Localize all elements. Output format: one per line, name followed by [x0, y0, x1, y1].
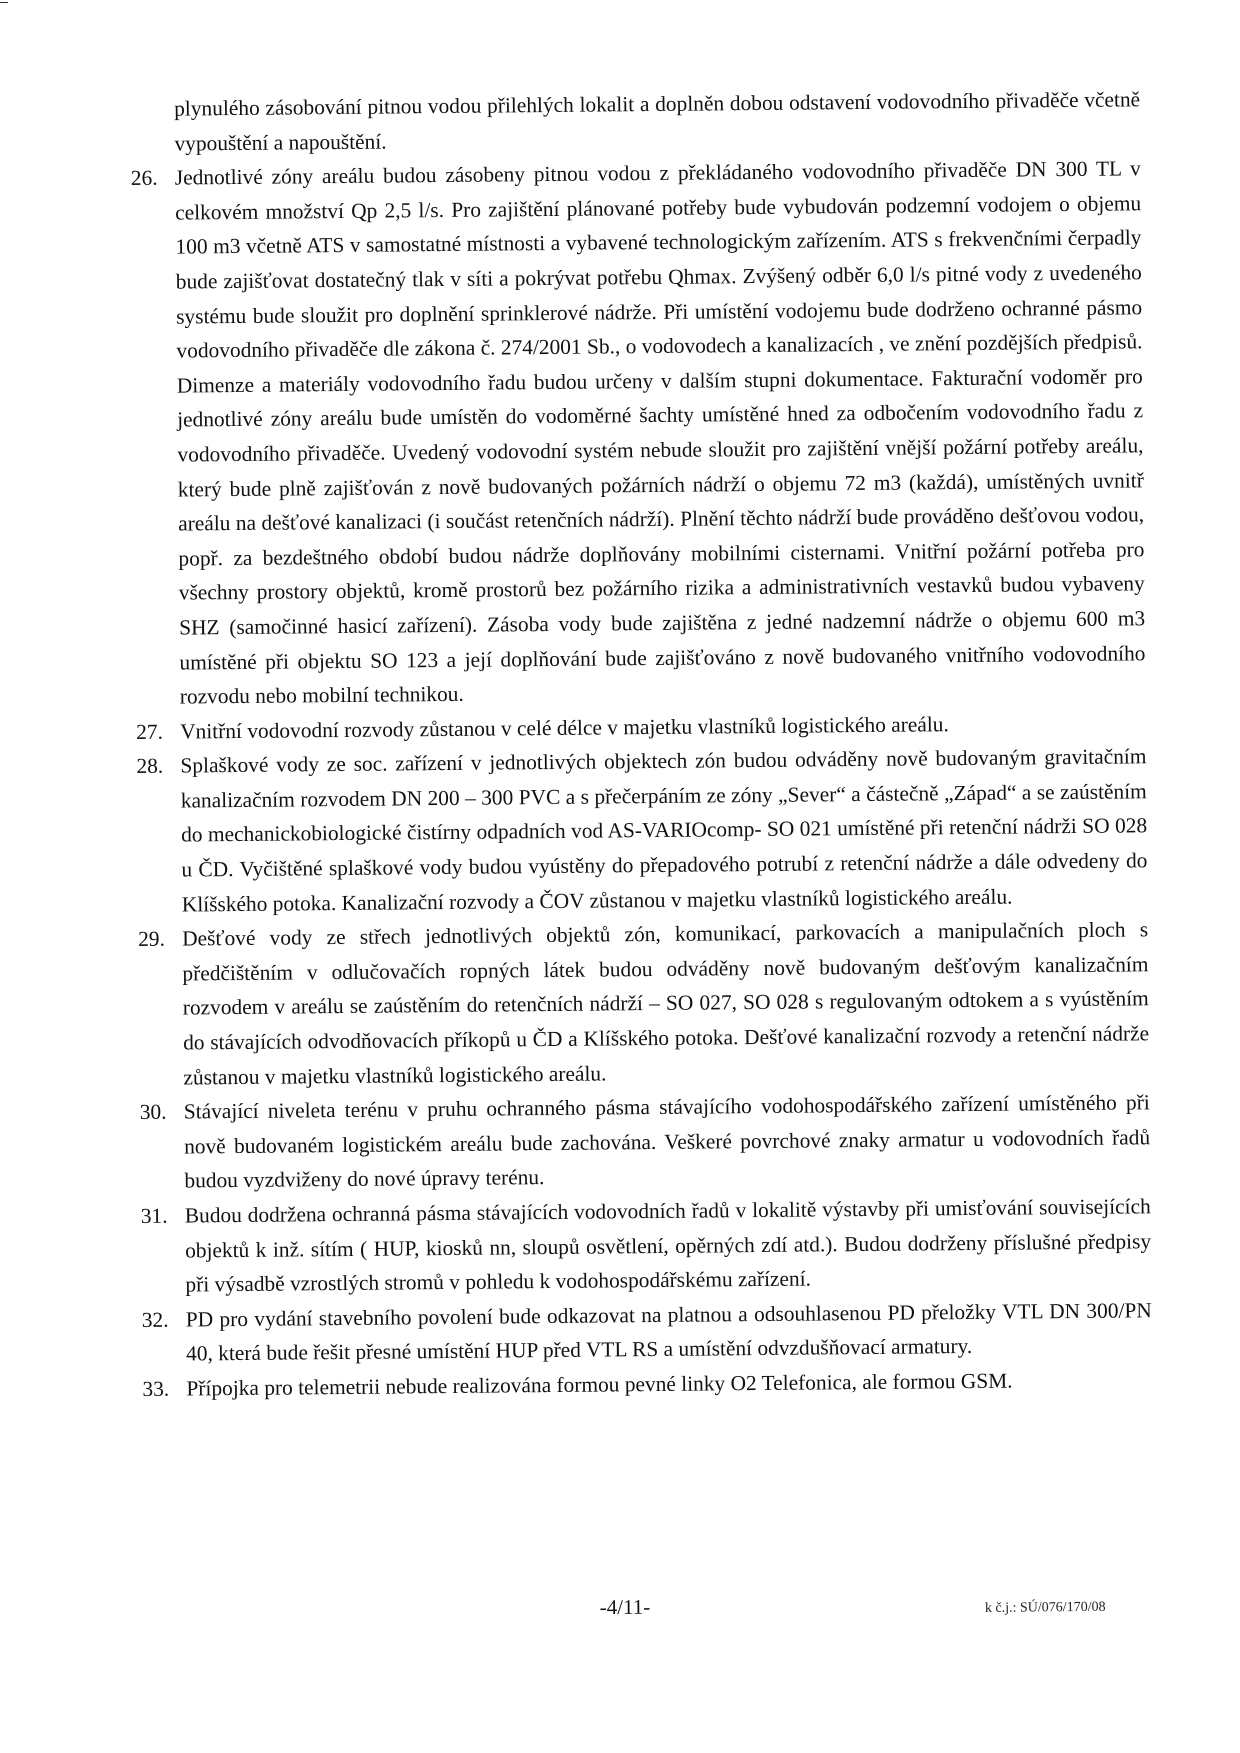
item-number: 27.	[136, 719, 164, 744]
list-item	[136, 740, 1148, 923]
document-body	[130, 82, 1153, 1406]
item-text: Stávající niveleta terénu v pruhu ochranného pásma stávajícího vodohospodářského zařízení umístěného při nově budovaném logistickém areálu bude zachována. Veškeré povrchové znaky armatur u vodovodních řadů budou vyzdviženy do nové úpravy terénu.	[183, 1090, 1151, 1193]
list-item	[141, 1189, 1152, 1302]
item-text: Vnitřní vodovodní rozvody zůstanou v celé délce v majetku vlastníků logistického areálu.	[180, 711, 949, 744]
item-number: 30.	[139, 1099, 167, 1125]
item-number: 32.	[141, 1307, 169, 1332]
item-number: 29.	[138, 926, 165, 952]
list-item	[138, 913, 1150, 1096]
intro-paragraph: plynulého zásobování pitnou vodou přilehlých lokalit a doplněn dobou odstavení vodovodního přivaděče včetně vypouštění a napouštění.	[174, 87, 1141, 156]
item-text: Přípojka pro telemetrii nebude realizována formou pevné linky O2 Telefonica, ale formou GSM.	[186, 1368, 1013, 1401]
item-text: Splaškové vody ze soc. zařízení v jednotlivých objektech zón budou odváděny nově budovaným gravitačním kanalizačním rozvodem DN 200 – 300 PVC a s přečerpáním ze zóny „Sever“ a částečně „Západ“ a se zaústěním do mechanickobiologické čistírny odpadních vod AS-VARIOcomp- SO 021 umístěné při retenční nádrži SO 028 u ČD. Vyčištěné splaškové vody budou vyústěny do přepadového potrubí z retenční nádrže a dále odvedeny do Klíšského potoka. Kanalizační rozvody a ČOV zůstanou v majetku vlastníků logistického areálu.	[180, 744, 1148, 917]
item-number: 31.	[140, 1203, 168, 1228]
numbered-conditions-list	[131, 151, 1153, 1406]
reference-number: k č.j.: SÚ/076/170/08	[984, 1599, 1106, 1616]
item-number: 28.	[136, 753, 164, 779]
item-text: Budou dodržena ochranná pásma stávajících vodovodních řadů v lokalitě výstavby při umisťování souvisejících objektů k inž. sítím ( HUP, kiosků nn, sloupů osvětlení, opěrných zdí atd.). Budou dodrženy příslušné předpisy při výsadbě vzrostlých stromů v pohledu k vodohospodářskému zařízení.	[184, 1194, 1152, 1297]
item-number: 26.	[130, 165, 158, 191]
scan-corner-mark	[0, 2, 8, 3]
page-number: -4/11-	[599, 1594, 651, 1620]
item-text: Dešťové vody ze střech jednotlivých objektů zón, komunikací, parkovacích a manipulačních ploch s předčištěním v odlučovačích ropných látek budou odváděny nově budovaným dešťovým kanalizačním rozvodem v areálu se zaústěním do retenčních nádrží – SO 027, SO 028 s regulovaným odtokem a s vyústěním do stávajících odvodňovacích příkopů u ČD a Klíšského potoka. Dešťové kanalizační rozvody a retenční nádrže zůstanou v majetku vlastníků logistického areálu.	[182, 917, 1150, 1090]
list-item	[140, 1085, 1151, 1198]
item-text: PD pro vydání stavebního povolení bude odkazovat na platnou a odsouhlasenou PD přeložky VTL DN 300/PN 40, která bude řešit přesné umístění HUP před VTL RS a umístění odvzdušňovací armatury.	[185, 1298, 1152, 1366]
list-item	[142, 1293, 1153, 1372]
item-text: Jednotlivé zóny areálu budou zásobeny pitnou vodou z překládaného vodovodního přivaděče DN 300 TL v celkovém množství Qp 2,5 l/s. Pro zajištění plánované potřeby bude vybudován podzemní vodojem o objemu 100 m3 včetně ATS v samostatné místnosti a vybavené technologickým zařízením. ATS s frekvenčními čerpadly bude zajišťovat dostatečný tlak v síti a pokrývat potřebu Qhmax. Zvýšený odběr 6,0 l/s pitné vody z uvedeného systému bude sloužit pro doplnění sprinklerové nádrže. Při umístění vodojemu bude dodrženo ochranné pásmo vodovodního přivaděče dle zákona č. 274/2001 Sb., o vodovodech a kanalizacích , ve znění pozdějších předpisů. Dimenze a materiály vodovodního řadu budou určeny v dalším stupni dokumentace. Fakturační vodoměr pro jednotlivé zóny areálu bude umístěn do vodoměrné šachty umístěné hned za odbočením vodovodního řadu z vodovodního přivaděče. Uvedený vodovodní systém nebude sloužit pro zajištění vnější požární potřeby areálu, který bude plně zajišťován z nově budovaných požárních nádrží o objemu 72 m3 (každá), umístěných uvnitř areálu na dešťové kanalizaci (i součást retenčních nádrží). Plnění těchto nádrží bude prováděno dešťovou vodou, popř. za bezdeštného období budou nádrže doplňovány mobilními cisternami. Vnitřní požární potřeba pro všechny prostory objektů, kromě prostorů bez požárního rizika a administrativních vestavků budou vybaveny SHZ (samočinné hasicí zařízení). Zásoba vody bude zajištěna z jedné nadzemní nádrže o objemu 600 m3 umístěné při objektu SO 123 a její doplňování bude zajišťováno z nově budovaného vnitřního vodovodního rozvodu nebo mobilní technikou.	[174, 156, 1146, 709]
list-item	[131, 151, 1146, 714]
item-number: 33.	[142, 1376, 170, 1401]
